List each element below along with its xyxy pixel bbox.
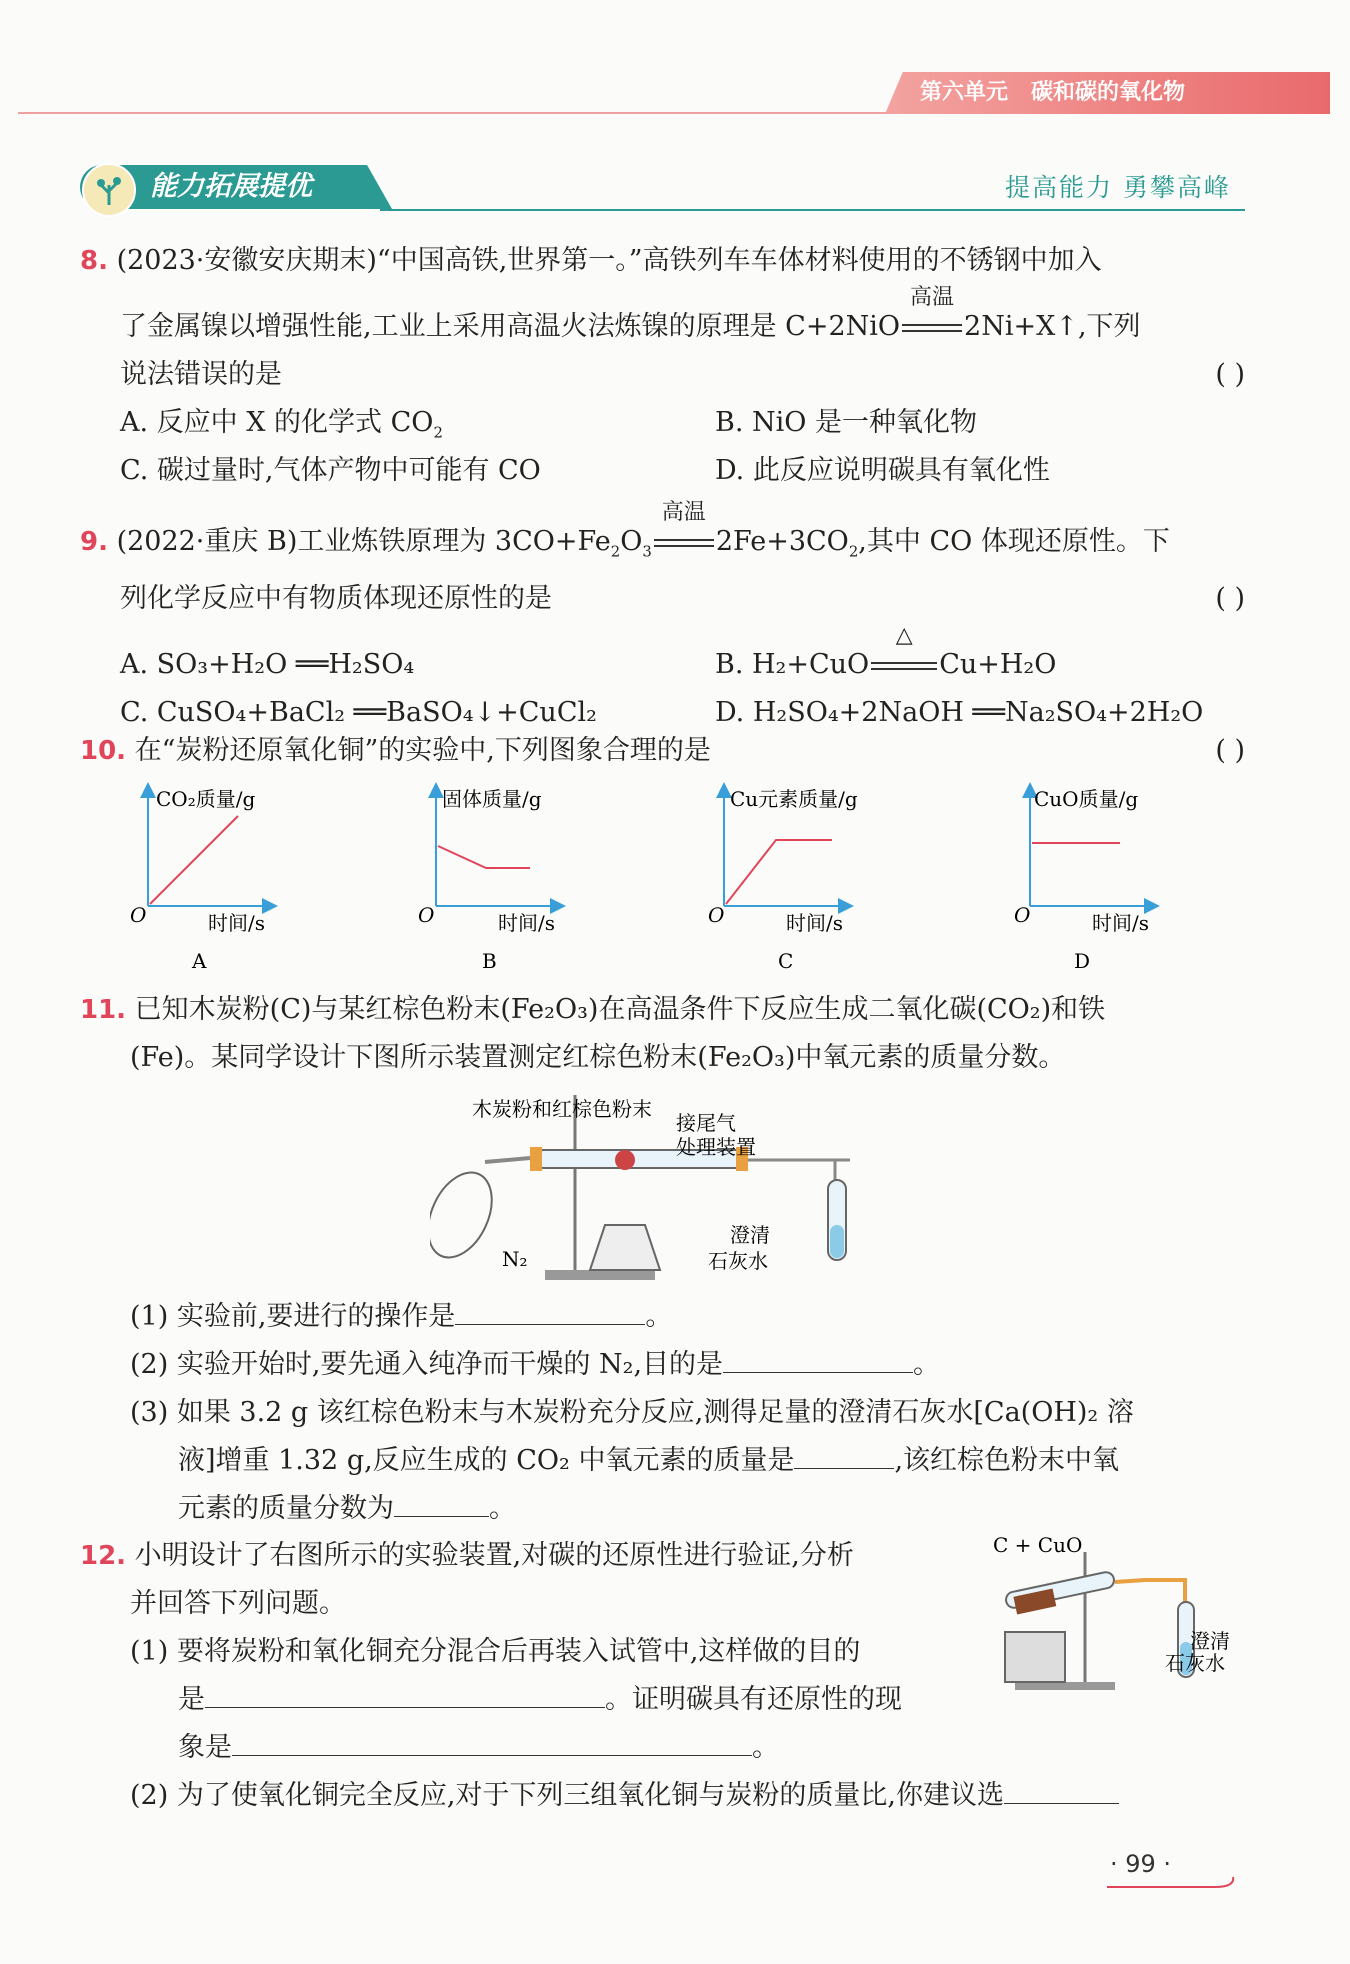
- q9-option-b: B. H₂+CuO △ Cu+H₂O: [715, 622, 1057, 681]
- unit-header-text: [920, 76, 1185, 110]
- q12-s1c-end: 。: [752, 1732, 779, 1763]
- q9-line1a: (2022·重庆 B)工业炼铁原理为 3CO+Fe: [116, 526, 611, 557]
- q12-apparatus: [985, 1532, 1250, 1702]
- graph-c-origin: O: [708, 903, 725, 927]
- graph-c-ylabel: Cu元素质量/g: [730, 787, 858, 811]
- graph-d-origin: O: [1014, 903, 1031, 927]
- section-title: 能力拓展提优: [150, 171, 312, 202]
- q11-s3c-end: 。: [489, 1493, 516, 1524]
- q8-line2a: 了金属镍以增强性能,工业上采用高温火法炼镍的原理是 C+2NiO: [120, 311, 901, 342]
- alcohol-lamp: [590, 1225, 660, 1270]
- section-icon: [82, 163, 136, 217]
- n2-balloon: [430, 1162, 504, 1267]
- graph-d-xlabel: 时间/s: [1092, 911, 1150, 935]
- q11-s3a: (3) 如果 3.2 g 该红棕色粉末与木炭粉充分反应,测得足量的澄清石灰水[Ca(OH)₂ 溶: [130, 1397, 1134, 1428]
- q12-s1b-blank[interactable]: [205, 1681, 605, 1708]
- q8-option-d: D. 此反应说明碳具有氧化性: [715, 455, 1050, 486]
- graph-b-xlabel: 时间/s: [498, 911, 556, 935]
- q9-answer-paren[interactable]: ( ): [1215, 583, 1245, 615]
- q10-number: 10.: [80, 736, 127, 766]
- unit-topic: 碳和碳的氧化物: [1031, 80, 1186, 105]
- graph-d: [1014, 787, 1152, 973]
- q8-number: 8.: [80, 246, 108, 276]
- q11-number: 11.: [80, 995, 127, 1025]
- q12-label-top: C + CuO: [993, 1533, 1083, 1557]
- q11-s3b-blank[interactable]: [794, 1442, 894, 1469]
- q11-s1-blank[interactable]: [455, 1298, 645, 1325]
- graph-c: [708, 787, 858, 973]
- q8-option-a: A. 反应中 X 的化学式 $CO_2$: [120, 407, 443, 442]
- graph-a-ylabel: CO₂质量/g: [156, 787, 256, 811]
- q11-s1-end: 。: [645, 1301, 673, 1332]
- q11-apparatus: [430, 1090, 970, 1290]
- question-12: [80, 1532, 970, 1772]
- label-water1: 澄清: [730, 1223, 770, 1247]
- q9-line2: 列化学反应中有物质体现还原性的是: [120, 583, 552, 615]
- page-number-swoosh: [1105, 1875, 1245, 1895]
- q10-text: 在“炭粉还原氧化铜”的实验中,下列图象合理的是: [134, 735, 711, 766]
- q12-s2-line: [130, 1772, 1245, 1820]
- q8-line1: (2023·安徽安庆期末)“中国高铁,世界第一。”高铁列车车体材料使用的不锈钢中加入: [116, 245, 1102, 276]
- q9-line1b: O: [620, 526, 643, 557]
- q11-s3c-blank[interactable]: [394, 1490, 489, 1517]
- question-11: [80, 986, 1245, 1082]
- q11-s2: (2) 实验开始时,要先通入纯净而干燥的 N₂,目的是: [130, 1349, 724, 1380]
- label-tail2: 处理装置: [676, 1135, 756, 1159]
- q11-s1: (1) 实验前,要进行的操作是: [130, 1301, 456, 1332]
- q9-condition: 高温: [652, 531, 716, 555]
- graph-b-origin: O: [418, 903, 435, 927]
- unit-label: 第六单元: [920, 80, 1009, 105]
- q8-condition: 高温: [900, 316, 964, 340]
- q8-option-b: B. NiO 是一种氧化物: [715, 407, 977, 438]
- q8-line2b: 2Ni+X↑,下列: [964, 311, 1141, 342]
- graph-b-ylabel: 固体质量/g: [442, 787, 542, 811]
- q11-s2-blank[interactable]: [723, 1346, 913, 1373]
- q11-s2-end: 。: [913, 1349, 941, 1380]
- graph-a-xlabel: 时间/s: [208, 911, 266, 935]
- q9-number: 9.: [80, 527, 108, 557]
- label-water2: 石灰水: [708, 1249, 768, 1273]
- q12-s1c: 象是: [178, 1732, 232, 1763]
- q10-answer-paren[interactable]: ( ): [1215, 735, 1245, 766]
- q12-line2: 并回答下列问题。: [130, 1588, 346, 1619]
- question-8: [80, 237, 1245, 495]
- q9-option-d: D. H₂SO₄+2NaOH ══Na₂SO₄+2H₂O: [715, 697, 1204, 729]
- label-n2: N₂: [502, 1247, 528, 1271]
- q12-s2-blank[interactable]: [1004, 1777, 1119, 1804]
- label-powder: 木炭粉和红棕色粉末: [472, 1097, 652, 1121]
- q12-label-water1: 澄清: [1190, 1629, 1230, 1653]
- q12-number: 12.: [80, 1541, 127, 1571]
- graph-a-letter: A: [192, 949, 207, 973]
- q11-s3b-end: ,该红棕色粉末中氧: [894, 1445, 1120, 1476]
- graph-a-origin: O: [130, 903, 147, 927]
- q11-subquestions: [130, 1293, 1245, 1533]
- q8-option-c: C. 碳过量时,气体产物中可能有 CO: [120, 455, 541, 486]
- graph-c-line: [726, 840, 832, 904]
- powder-sample: [615, 1150, 635, 1170]
- graph-d-ylabel: CuO质量/g: [1034, 787, 1139, 811]
- q12-s1a: (1) 要将炭粉和氧化铜充分混合后再装入试管中,这样做的目的: [130, 1636, 861, 1667]
- q9-option-a: A. SO₃+H₂O ══H₂SO₄: [120, 649, 415, 681]
- q11-line2: (Fe)。某同学设计下图所示装置测定红棕色粉末(Fe₂O₃)中氧元素的质量分数。: [130, 1042, 1066, 1073]
- q12-lamp: [1005, 1632, 1065, 1682]
- q11-line1: 已知木炭粉(C)与某红棕色粉末(Fe₂O₃)在高温条件下反应生成二氧化碳(CO₂)和铁: [134, 994, 1106, 1025]
- q8-line3: 说法错误的是: [120, 359, 282, 390]
- q10-graphs: [120, 778, 1250, 978]
- q9-line1c: 2Fe+3CO: [715, 526, 849, 557]
- graph-b-line: [438, 846, 530, 868]
- q9-option-c: C. CuSO₄+BaCl₂ ══BaSO₄↓+CuCl₂: [120, 697, 597, 729]
- graph-a: [130, 787, 270, 973]
- question-10: [80, 727, 1245, 775]
- q9-line1d: ,其中 CO 体现还原性。下: [858, 526, 1170, 557]
- question-9: 9. (2022·重庆 B)工业炼铁原理为 $3CO+Fe_2O_3$ 高温 $2Fe+3CO_2$,其中 CO 体现还原性。下 列化学反应中有物质体现还原性的是 ( ) A. SO₃+H₂O ══H₂SO₄ B. H₂+CuO △ Cu+H₂O C. CuSO₄+BaCl₂ ══BaSO₄↓+CuCl₂ D. H₂SO₄+2NaOH ══Na₂SO₄+2H₂O: [80, 518, 1245, 737]
- graph-d-letter: D: [1074, 949, 1091, 973]
- q8-answer-paren[interactable]: ( ): [1215, 359, 1245, 390]
- q12-s1c-blank[interactable]: [232, 1729, 752, 1756]
- graph-c-xlabel: 时间/s: [786, 911, 844, 935]
- graph-b: [418, 787, 558, 973]
- q12-label-water2: 石灰水: [1165, 1651, 1225, 1675]
- section-rule: [380, 209, 1245, 211]
- lightbulb-tree-icon: [84, 165, 134, 215]
- q12-line1: 小明设计了右图所示的实验装置,对碳的还原性进行验证,分析: [134, 1540, 854, 1571]
- section-slogan: 提高能力 勇攀高峰: [1005, 173, 1231, 202]
- q11-s3c: 元素的质量分数为: [178, 1493, 394, 1524]
- graph-b-letter: B: [482, 949, 497, 973]
- page-number: · 99 ·: [1110, 1850, 1172, 1878]
- graph-a-line: [150, 816, 238, 904]
- q11-s3b: 液]增重 1.32 g,反应生成的 CO₂ 中氧元素的质量是: [178, 1445, 795, 1476]
- label-tail1: 接尾气: [676, 1111, 736, 1135]
- q12-s1b-end: 。证明碳具有还原性的现: [605, 1684, 902, 1715]
- graph-c-letter: C: [778, 949, 794, 973]
- q12-s2: (2) 为了使氧化铜完全反应,对于下列三组氧化铜与炭粉的质量比,你建议选: [130, 1780, 1004, 1811]
- q12-s1b: 是: [178, 1684, 205, 1715]
